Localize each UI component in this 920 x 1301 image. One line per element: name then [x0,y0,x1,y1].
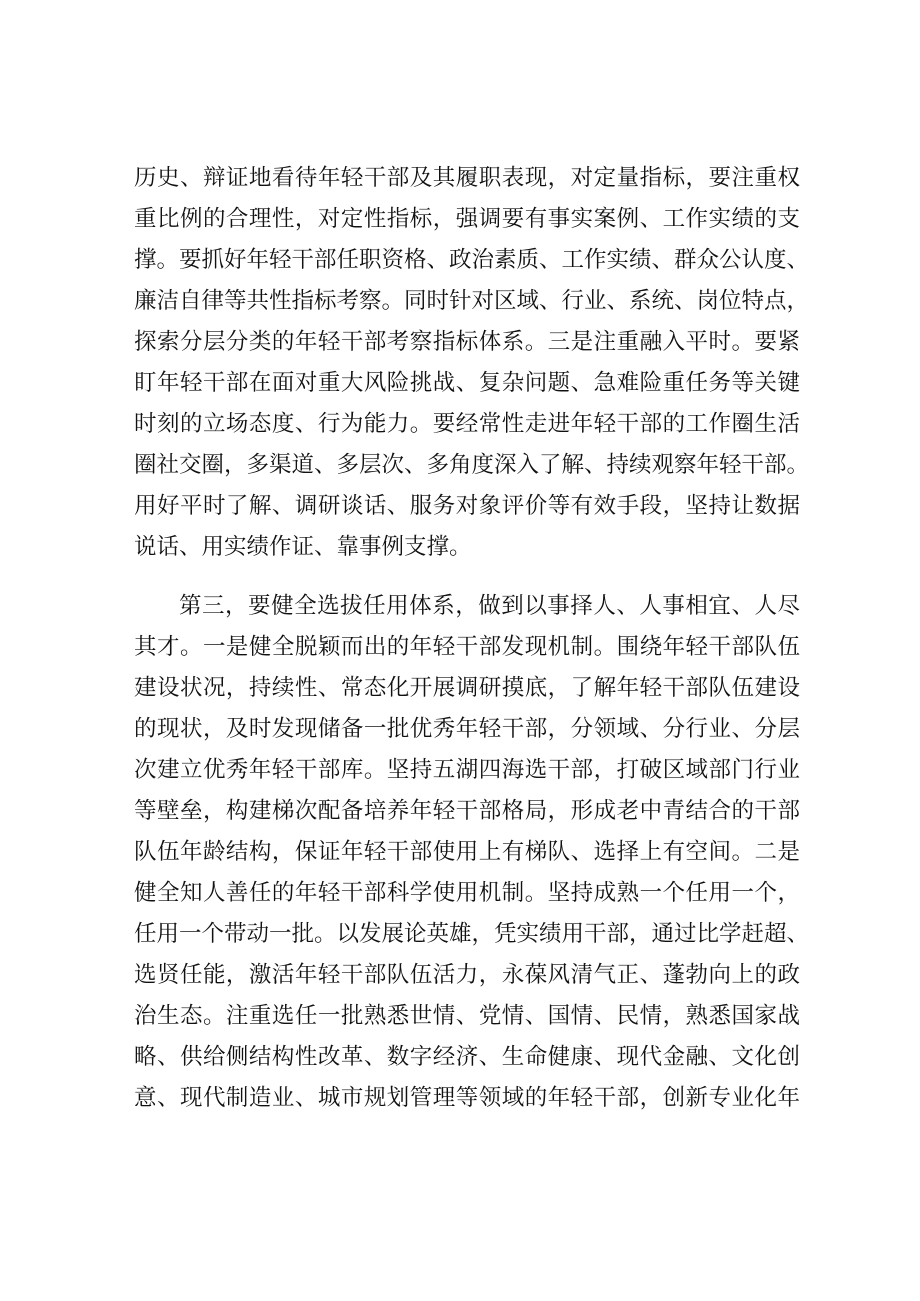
paragraph-line: 建设状况，持续性、常态化开展调研摸底，了解年轻干部队伍建设 [134,675,800,701]
paragraph-line: 的现状，及时发现储备一批优秀年轻干部，分领域、分行业、分层 [134,716,800,742]
paragraph-line: 队伍年龄结构，保证年轻干部使用上有梯队、选择上有空间。二是 [134,839,800,865]
paragraph-line: 圈社交圈，多渠道、多层次、多角度深入了解、持续观察年轻干部。 [134,452,810,478]
paragraph-line: 健全知人善任的年轻干部科学使用机制。坚持成熟一个任用一个， [134,880,800,906]
paragraph-line: 历史、辩证地看待年轻干部及其履职表现，对定量指标，要注重权 [134,165,800,191]
paragraph-line: 次建立优秀年轻干部库。坚持五湖四海选干部，打破区域部门行业 [134,757,800,783]
paragraph-line: 略、供给侧结构性改革、数字经济、生命健康、现代金融、文化创 [134,1044,800,1070]
paragraph-line: 时刻的立场态度、行为能力。要经常性走进年轻干部的工作圈生活 [134,411,800,437]
paragraph-line: 意、现代制造业、城市规划管理等领域的年轻干部，创新专业化年 [134,1085,800,1111]
paragraph-line: 盯年轻干部在面对重大风险挑战、复杂问题、急难险重任务等关键 [134,370,800,396]
paragraph-line: 第三，要健全选拔任用体系，做到以事择人、人事相宜、人尽 [179,593,800,619]
paragraph-line: 等壁垒，构建梯次配备培养年轻干部格局，形成老中青结合的干部 [134,798,800,824]
paragraph-line: 其才。一是健全脱颖而出的年轻干部发现机制。围绕年轻干部队伍 [134,634,800,660]
paragraph-line: 探索分层分类的年轻干部考察指标体系。三是注重融入平时。要紧 [134,329,800,355]
paragraph-line: 廉洁自律等共性指标考察。同时针对区域、行业、系统、岗位特点， [134,288,810,314]
paragraph-line: 任用一个带动一批。以发展论英雄，凭实绩用干部，通过比学赶超、 [134,921,810,947]
paragraph-evaluation-system [134,158,810,568]
paragraph-line: 治生态。注重选任一批熟悉世情、党情、国情、民情，熟悉国家战 [134,1003,800,1029]
paragraph-line: 用好平时了解、调研谈话、服务对象评价等有效手段，坚持让数据 [134,493,800,519]
paragraph-line: 说话、用实绩作证、靠事例支撑。 [134,534,472,560]
paragraph-line: 撑。要抓好年轻干部任职资格、政治素质、工作实绩、群众公认度、 [134,247,810,273]
paragraph-line: 重比例的合理性，对定性指标，强调要有事实案例、工作实绩的支 [134,206,800,232]
paragraph-line: 选贤任能，激活年轻干部队伍活力，永葆风清气正、蓬勃向上的政 [134,962,800,988]
paragraph-selection-system [134,586,810,1119]
